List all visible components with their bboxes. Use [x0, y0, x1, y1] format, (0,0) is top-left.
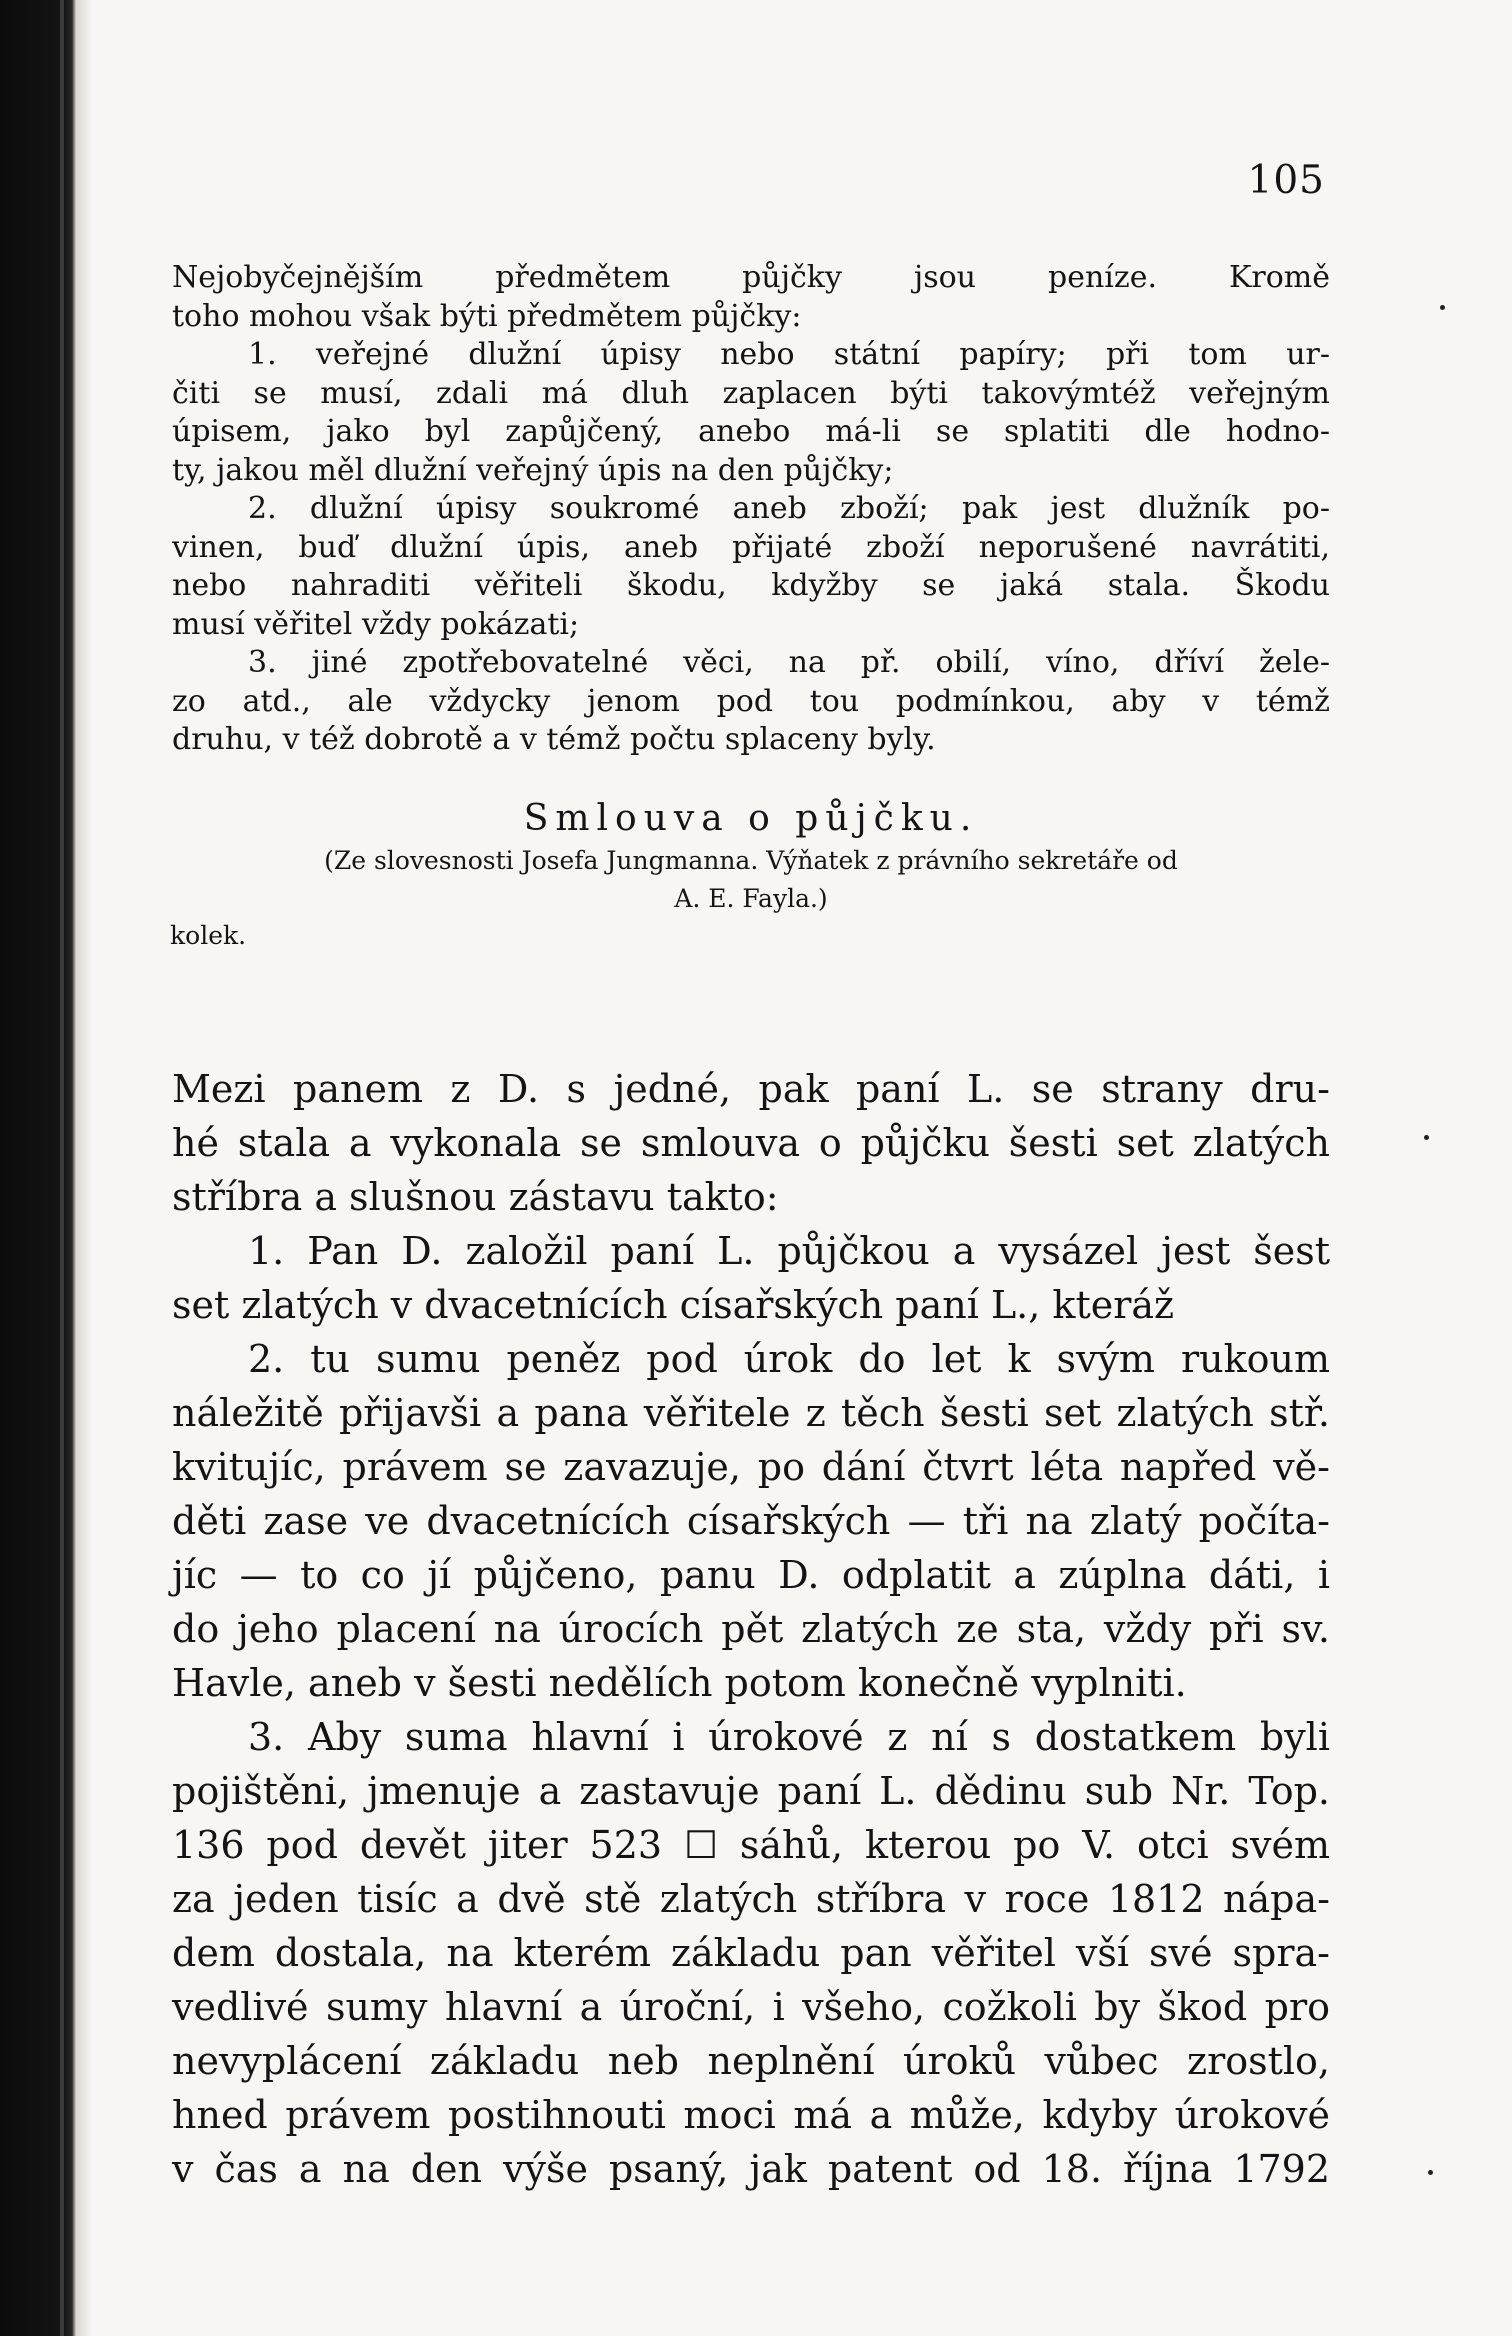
list-item-line: 2. tu sumu peněz pod úrok do let k svým rukoum — [248, 1337, 1330, 1381]
text-line: pojištěni, jmenuje a zastavuje paní L. dědinu sub Nr. Top. — [172, 1769, 1330, 1813]
text-line: 136 pod devět jiter 523 ☐ sáhů, kterou po V. otci svém — [172, 1823, 1330, 1867]
page-number: 105 — [1247, 158, 1325, 203]
stamp-label: kolek. — [170, 920, 247, 950]
list-item-line: 2. dlužní úpisy soukromé aneb zboží; pak jest dlužník po- — [248, 491, 1330, 526]
text-line: vinen, buď dlužní úpis, aneb přijaté zboží neporušené navrátiti, — [172, 529, 1330, 565]
paper-speck — [1428, 2170, 1433, 2175]
text-line: Mezi panem z D. s jedné, pak paní L. se strany dru- — [172, 1067, 1330, 1111]
text-line: vedlivé sumy hlavní a úroční, i všeho, cožkoli by škod pro — [172, 1985, 1330, 2029]
source-note-line: A. E. Fayla.) — [674, 883, 828, 913]
binding-rule — [60, 0, 64, 2336]
text-line: hé stala a vykonala se smlouva o půjčku šesti set zlatých — [172, 1121, 1330, 1165]
text-line: set zlatých v dvacetnících císařských paní L., kteráž — [172, 1283, 1175, 1327]
text-line: kvitujíc, právem se zavazuje, po dání čtvrt léta napřed vě- — [172, 1445, 1330, 1489]
section-title: Smlouva o půjčku. — [523, 797, 979, 839]
list-item-line: 3. jiné zpotřebovatelné věci, na př. obilí, víno, dříví žele- — [248, 645, 1330, 680]
list-item-line: 3. Aby suma hlavní i úrokové z ní s dostatkem byli — [248, 1715, 1330, 1759]
text-line: zo atd., ale vždycky jenom pod tou podmínkou, aby v témž — [172, 683, 1330, 719]
text-line: v čas a na den výše psaný, jak patent od 18. října 1792 — [172, 2147, 1330, 2191]
text-line: děti zase ve dvacetnících císařských — tři na zlatý počíta- — [172, 1499, 1330, 1543]
text-line: čiti se musí, zdali má dluh zaplacen býti takovýmtéž veřejným — [172, 375, 1330, 411]
intro-paragraph — [172, 259, 1330, 954]
text-line: jíc — to co jí půjčeno, panu D. odplatit a zúplna dáti, i — [172, 1553, 1330, 1597]
text-line: náležitě přijavši a pana věřitele z těch šesti set zlatých stř. — [172, 1391, 1330, 1435]
text-line: ty, jakou měl dlužní veřejný úpis na den půjčky; — [172, 452, 894, 488]
contract-paragraph — [172, 1062, 1330, 2196]
source-note-line: (Ze slovesnosti Josefa Jungmanna. Výňatek z právního sekretáře od — [324, 845, 1178, 875]
text-line: nebo nahraditi věřiteli škodu, kdyžby se jaká stala. Škodu — [172, 568, 1330, 603]
text-line: dem dostala, na kterém základu pan věřitel vší své spra- — [172, 1931, 1330, 1975]
list-item-line: 1. veřejné dlužní úpisy nebo státní papíry; při tom ur- — [248, 337, 1330, 372]
text-line: nevyplácení základu neb neplnění úroků vůbec zrostlo, — [172, 2039, 1330, 2083]
book-binding-edge — [0, 0, 92, 2336]
text-line: do jeho placení na úrocích pět zlatých ze sta, vždy při sv. — [172, 1607, 1330, 1651]
text-line: hned právem postihnouti moci má a může, kdyby úrokové — [172, 2093, 1330, 2137]
text-line: Havle, aneb v šesti nedělích potom konečně vyplniti. — [172, 1661, 1187, 1705]
text-line: toho mohou však býti předmětem půjčky: — [172, 298, 802, 334]
text-line: Nejobyčejnějším předmětem půjčky jsou peníze. Kromě — [172, 260, 1330, 295]
paper-speck — [1424, 1135, 1429, 1140]
list-item-line: 1. Pan D. založil paní L. půjčkou a vysázel jest šest — [248, 1229, 1330, 1273]
text-line: úpisem, jako byl zapůjčený, anebo má-li se splatiti dle hodno- — [172, 414, 1330, 449]
paper-speck — [1440, 305, 1445, 310]
text-line: musí věřitel vždy pokázati; — [172, 606, 580, 642]
text-line: stříbra a slušnou zástavu takto: — [172, 1175, 779, 1219]
text-line: za jeden tisíc a dvě stě zlatých stříbra v roce 1812 nápa- — [172, 1877, 1330, 1921]
text-line: druhu, v též dobrotě a v témž počtu splaceny byly. — [172, 722, 936, 757]
